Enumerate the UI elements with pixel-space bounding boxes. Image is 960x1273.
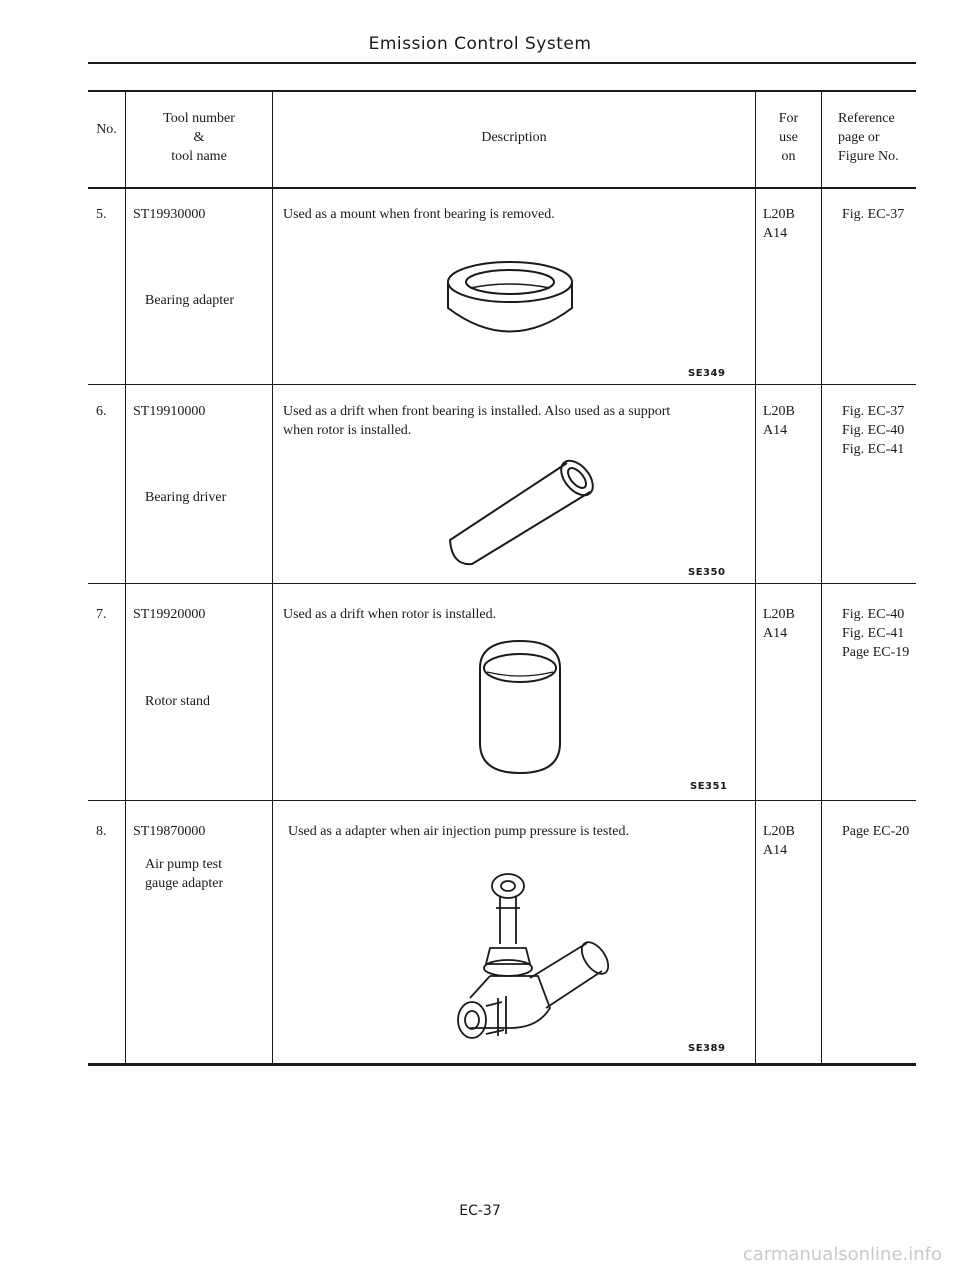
figure-code: SE350 (688, 567, 726, 578)
use-on-item: A14 (763, 626, 788, 641)
header-tool-line: & (193, 130, 205, 145)
header-reference (838, 109, 928, 166)
row-number: 5. (96, 207, 107, 222)
use-on (763, 402, 795, 440)
tool-number: ST19930000 (133, 207, 206, 222)
row-separator (88, 384, 916, 385)
header-tool-number (126, 109, 272, 166)
use-on-item: A14 (763, 226, 788, 241)
reference (842, 205, 904, 224)
tool-number: ST19920000 (133, 607, 206, 622)
use-on (763, 205, 795, 243)
use-on-item: A14 (763, 843, 788, 858)
header-for-line: on (781, 149, 796, 164)
description: Used as a adapter when air injection pump pressure is tested. (288, 824, 629, 839)
row-separator (88, 800, 916, 801)
tool-name: Bearing adapter (145, 293, 235, 308)
header-description: Description (481, 130, 547, 145)
reference (842, 605, 909, 662)
header-for-line: use (779, 130, 798, 145)
description-line: when rotor is installed. (283, 423, 412, 438)
reference (842, 822, 909, 841)
description: Used as a drift when rotor is installed. (283, 607, 497, 622)
reference-item: Fig. EC-40 (842, 423, 905, 438)
tool-name: Bearing driver (145, 490, 227, 505)
tool-number: ST19870000 (133, 824, 206, 839)
figure-code: SE389 (688, 1043, 726, 1054)
header-rule (88, 62, 916, 64)
table-top-rule (88, 90, 916, 92)
tool-name-line: gauge adapter (145, 876, 224, 891)
description (283, 402, 670, 440)
figure-code: SE349 (688, 368, 726, 379)
use-on-item: L20B (763, 607, 795, 622)
column-divider (821, 90, 822, 1065)
header-ref-line: Figure No. (838, 149, 899, 164)
use-on (763, 605, 795, 643)
air-pump-gauge-adapter-icon (450, 868, 620, 1053)
column-divider (125, 90, 126, 1065)
page-number: EC-37 (459, 1203, 501, 1219)
tool-name (145, 855, 223, 893)
watermark: carmanualsonline.info (742, 1244, 942, 1265)
bearing-driver-tube-icon (440, 448, 600, 573)
header-for-line: For (778, 111, 799, 126)
header-ref-line: page or (838, 130, 880, 145)
header-ref-line: Reference (838, 111, 895, 126)
use-on-item: L20B (763, 404, 795, 419)
use-on-item: L20B (763, 824, 795, 839)
description: Used as a mount when front bearing is removed. (283, 207, 555, 222)
reference-item: Fig. EC-37 (842, 207, 905, 222)
column-divider (272, 90, 273, 1065)
row-separator (88, 583, 916, 584)
page-header: Emission Control System (368, 34, 592, 54)
rotor-stand-cylinder-icon (475, 638, 565, 778)
bearing-adapter-ring-icon (440, 260, 580, 340)
reference-item: Page EC-19 (842, 645, 910, 660)
header-no: No. (96, 122, 117, 137)
table-bottom-rule (88, 1063, 916, 1066)
row-number: 8. (96, 824, 107, 839)
figure-code: SE351 (690, 781, 728, 792)
use-on-item: A14 (763, 423, 788, 438)
header-tool-line: Tool number (163, 111, 235, 126)
use-on-item: L20B (763, 207, 795, 222)
use-on (763, 822, 795, 860)
reference-item: Fig. EC-41 (842, 626, 905, 641)
header-tool-line: tool name (171, 149, 227, 164)
tool-number: ST19910000 (133, 404, 206, 419)
row-number: 6. (96, 404, 107, 419)
reference (842, 402, 904, 459)
tool-name: Rotor stand (145, 694, 210, 709)
table-header-rule (88, 187, 916, 189)
row-number: 7. (96, 607, 107, 622)
reference-item: Page EC-20 (842, 824, 910, 839)
tool-name-line: Air pump test (145, 857, 222, 872)
description-line: Used as a drift when front bearing is installed. Also used as a support (283, 404, 671, 419)
reference-item: Fig. EC-41 (842, 442, 905, 457)
header-for-use-on (756, 109, 821, 166)
column-divider (755, 90, 756, 1065)
reference-item: Fig. EC-40 (842, 607, 905, 622)
reference-item: Fig. EC-37 (842, 404, 905, 419)
